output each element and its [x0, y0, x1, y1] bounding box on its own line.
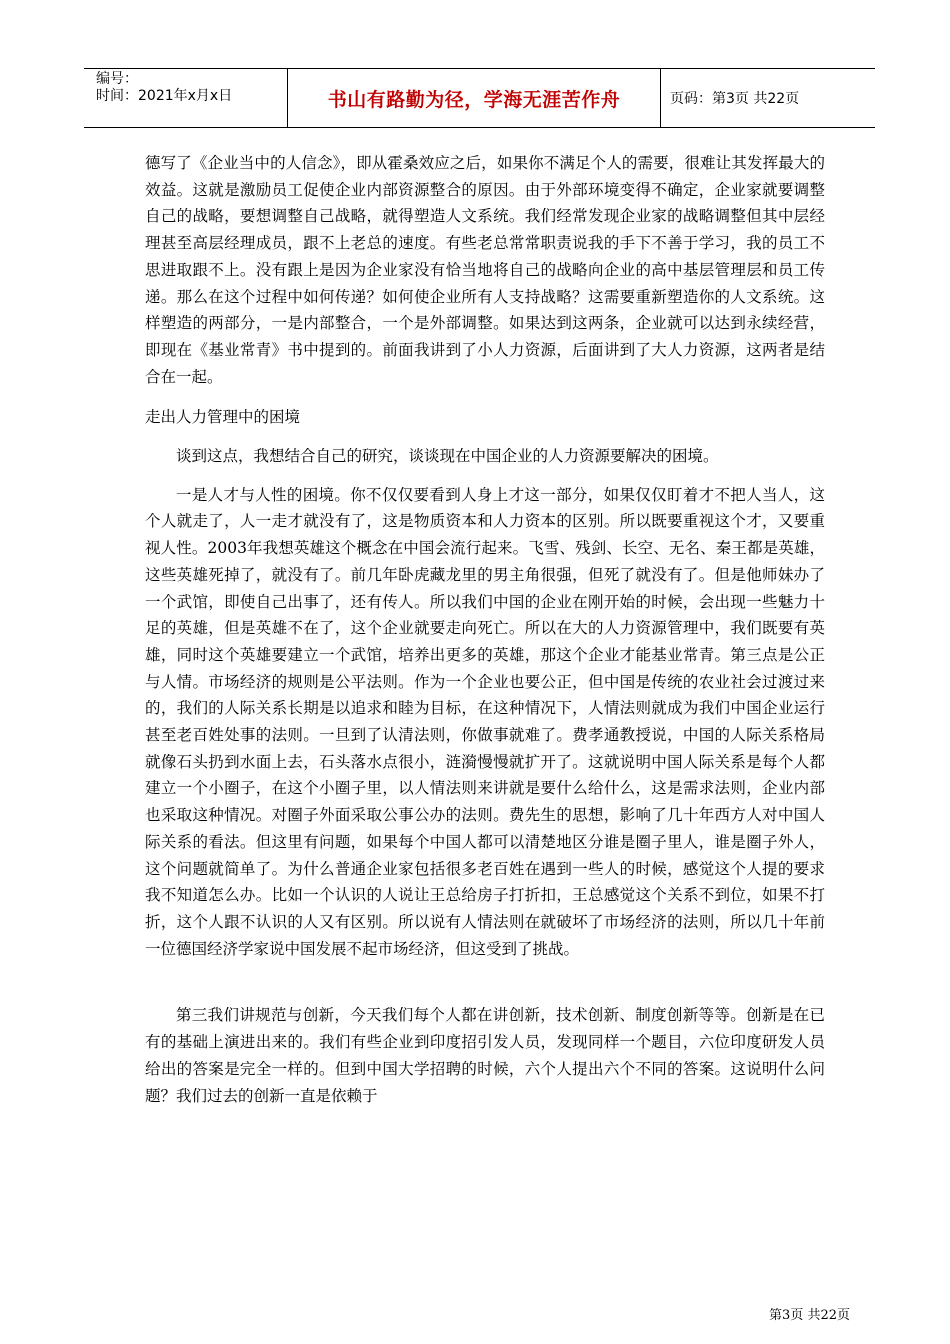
section-heading: 走出人力管理中的困境	[145, 408, 301, 427]
paragraph-3: 一是人才与人性的困境。你不仅仅要看到人身上才这一部分，如果仅仅盯着才不把人当人，这个人就走了，人一走才就没有了，这是物质资本和人力资本的区别。所以既要重视这个才，又要重视人性。2003年我想英雄这个概念在中国会流行起来。飞雪、残剑、长空、无名、秦王都是英雄，这些英雄死掉了，就没有了。前几年卧虎藏龙里的男主角很强，但死了就没有了。但是他师妹办了一个武馆，即使自己出事了，还有传人。所以我们中国的企业在刚开始的时候，会出现一些魅力十足的英雄，但是英雄不在了，这个企业就要走向死亡。所以在大的人力资源管理中，我们既要有英雄，同时这个英雄要建立一个武馆，培养出更多的英雄，那这个企业才能基业常青。第三点是公正与人情。市场经济的规则是公平法则。作为一个企业也要公正，但中国是传统的农业社会过渡过来的，我们的人际关系长期是以追求和睦为目标，在这种情况下，人情法则就成为我们中国企业运行甚至老百姓处事的法则。一旦到了认清法则，你做事就难了。费孝通教授说，中国的人际关系格局就像石头扔到水面上去，石头落水点很小，涟漪慢慢就扩开了。这就说明中国人际关系是每个人都建立一个小圈子，在这个小圈子里，以人情法则来讲就是要什么给什么，这是需求法则，企业内部也采取这种情况。对圈子外面采取公事公办的法则。费先生的思想，影响了几十年西方人对中国人际关系的看法。但这里有问题，如果每个中国人都可以清楚地区分谁是圈子里人，谁是圈子外人，这个问题就简单了。为什么普通企业家包括很多老百姓在遇到一些人的时候，感觉这个人提的要求我不知道怎么办。比如一个认识的人说让王总给房子打折扣，王总感觉这个关系不到位，如果不打折，这个人跟不认识的人又有区别。所以说有人情法则在就破坏了市场经济的法则，所以几十年前一位德国经济学家说中国发展不起市场经济，但这受到了挑战。	[145, 485, 825, 958]
document-body	[145, 150, 825, 1109]
paragraph-4: 第三我们讲规范与创新，今天我们每个人都在讲创新，技术创新、制度创新等等。创新是在已有的基础上演进出来的。我们有些企业到印度招引发人员，发现同样一个题目，六位印度研发人员给出的答案是完全一样的。但到中国大学招聘的时候，六个人提出六个不同的答案。这说明什么问题？我们过去的创新一直是依赖于	[145, 1006, 825, 1105]
header-page-number: 页码：第3页 共22页	[670, 91, 800, 107]
document-number-label: 编号：	[96, 71, 138, 87]
header-meta	[84, 69, 288, 127]
document-time-label: 时间：2021年x月x日	[96, 88, 233, 104]
page-header	[84, 68, 875, 128]
page-footer: 第3页 共22页	[769, 1308, 850, 1323]
header-page-cell	[661, 69, 875, 127]
header-motto: 书山有路勤为径，学海无涯苦作舟	[327, 88, 621, 111]
paragraph-2: 谈到这点，我想结合自己的研究，谈谈现在中国企业的人力资源要解决的困境。	[176, 447, 719, 466]
header-motto-cell	[288, 69, 661, 127]
paragraph-1: 德写了《企业当中的人信念》，即从霍桑效应之后，如果你不满足个人的需要，很难让其发挥最大的效益。这就是激励员工促使企业内部资源整合的原因。由于外部环境变得不确定，企业家就要调整自己的战略，要想调整自己战略，就得塑造人文系统。我们经常发现企业家的战略调整但其中层经理甚至高层经理成员，跟不上老总的速度。有些老总常常职责说我的手下不善于学习，我的员工不思进取跟不上。没有跟上是因为企业家没有恰当地将自己的战略向企业的高中基层管理层和员工传递。那么在这个过程中如何传递？如何使企业所有人支持战略？这需要重新塑造你的人文系统。这样塑造的两部分，一是内部整合，一个是外部调整。如果达到这两条，企业就可以达到永续经营，即现在《基业常青》书中提到的。前面我讲到了小人力资源，后面讲到了大人力资源，这两者是结合在一起。	[145, 154, 825, 386]
